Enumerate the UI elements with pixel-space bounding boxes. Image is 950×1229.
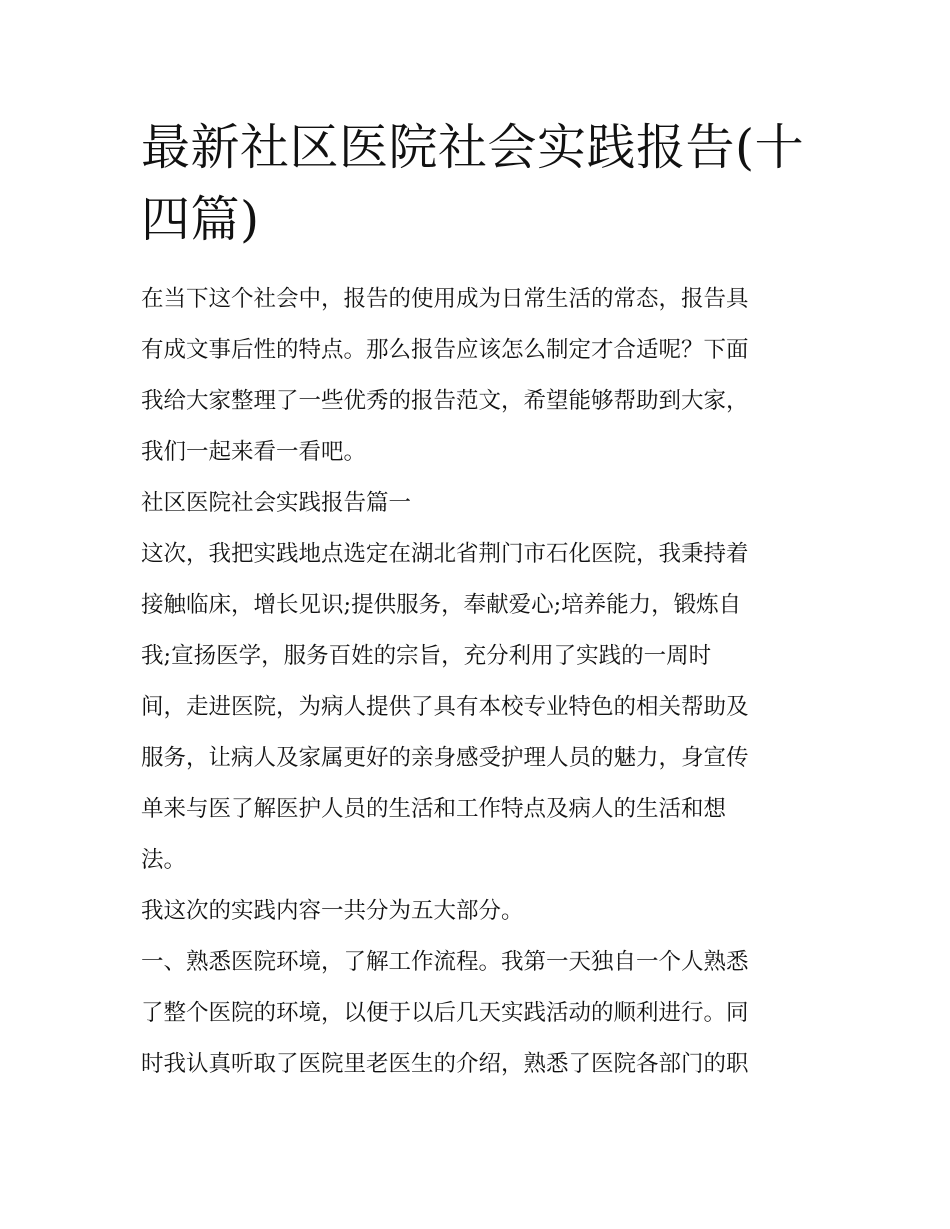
text-line: 单来与医了解医护人员的生活和工作特点及病人的生活和想 bbox=[141, 796, 727, 822]
text-line: 一、熟悉医院环境，了解工作流程。我第一天独自一个人熟悉 bbox=[141, 949, 749, 975]
text-line: 我这次的实践内容一共分为五大部分。 bbox=[141, 898, 524, 924]
text-line: 这次，我把实践地点选定在湖北省荆门市石化医院，我秉持着 bbox=[141, 541, 749, 567]
text-line: 间，走进医院，为病人提供了具有本校专业特色的相关帮助及 bbox=[141, 694, 749, 720]
title-line: 最新社区医院社会实践报告(十 bbox=[141, 119, 805, 176]
document-body bbox=[141, 274, 813, 1090]
section-heading: 社区医院社会实践报告篇一 bbox=[141, 490, 412, 516]
text-line: 时我认真听取了医院里老医生的介绍，熟悉了医院各部门的职 bbox=[141, 1051, 749, 1077]
text-line: 服务，让病人及家属更好的亲身感受护理人员的魅力，身宣传 bbox=[141, 745, 749, 771]
text-line: 了整个医院的环境，以便于以后几天实践活动的顺利进行。同 bbox=[141, 1000, 749, 1026]
page-title bbox=[141, 112, 813, 256]
text-line: 在当下这个社会中，报告的使用成为日常生活的常态，报告具 bbox=[141, 286, 749, 312]
text-line: 我们一起来看一看吧。 bbox=[141, 439, 367, 465]
document-page bbox=[141, 112, 813, 1090]
title-line: 四篇) bbox=[141, 191, 260, 248]
text-line: 我;宣扬医学，服务百姓的宗旨，充分利用了实践的一周时 bbox=[141, 643, 712, 669]
text-line: 接触临床，增长见识;提供服务，奉献爱心;培养能力，锻炼自 bbox=[141, 592, 742, 618]
text-line: 法。 bbox=[141, 847, 187, 873]
text-line: 我给大家整理了一些优秀的报告范文，希望能够帮助到大家， bbox=[141, 388, 749, 414]
text-line: 有成文事后性的特点。那么报告应该怎么制定才合适呢？下面 bbox=[141, 337, 749, 363]
